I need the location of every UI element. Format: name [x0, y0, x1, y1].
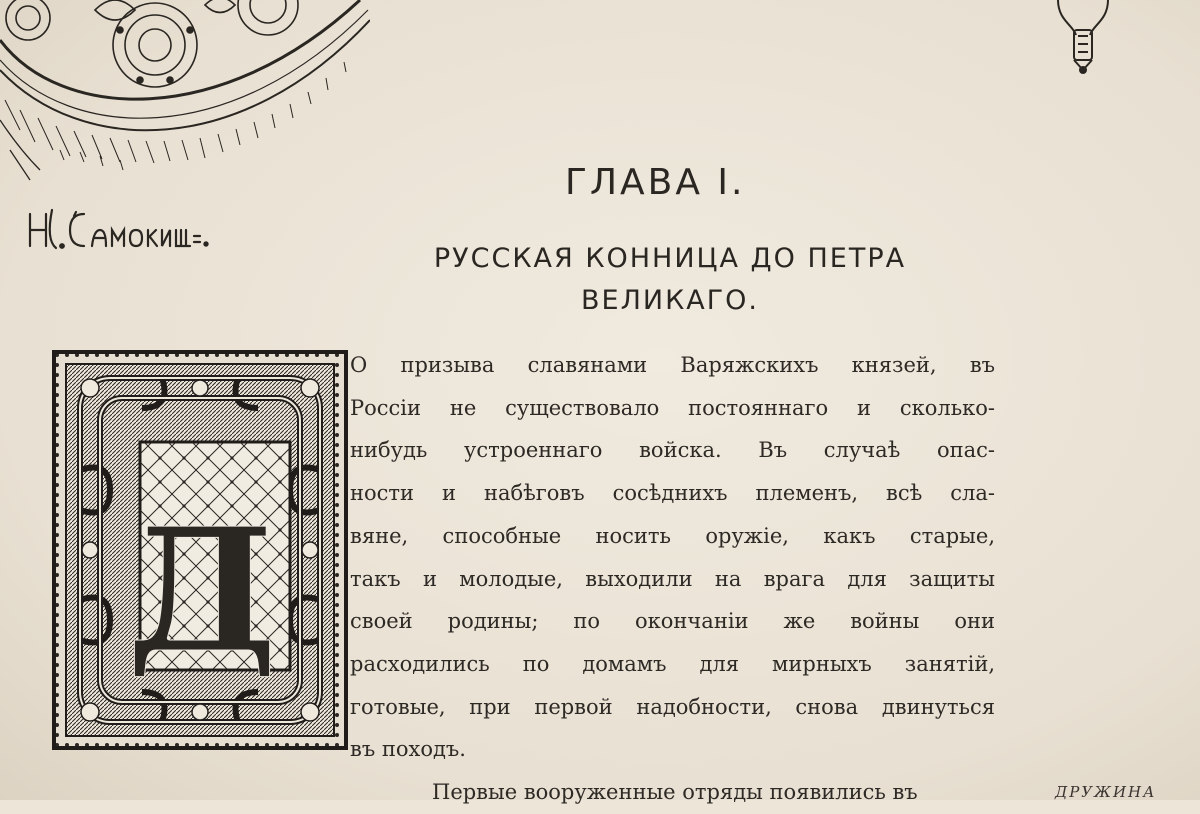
chapter-title: ГЛАВА I.: [565, 162, 746, 203]
body-line: вяне, способные носить оружіе, какъ старые,: [350, 523, 995, 548]
body-line: ности и набѣговъ сосѣднихъ племенъ, всѣ сла-: [350, 481, 995, 506]
body-line: своей родины; по окончаніи же войны они: [350, 609, 995, 634]
body-line: расходились по домамъ для мирныхъ занятій,: [350, 651, 995, 676]
subtitle-line-2: ВЕЛИКАГО.: [580, 285, 760, 316]
body-line: готовые, при первой надобности, снова двинуться: [350, 694, 995, 719]
shield-illustration: [0, 0, 370, 185]
chapter-subtitle: [380, 238, 960, 322]
artist-signature: [22, 200, 212, 260]
subtitle-line-1: РУССКАЯ КОННИЦА ДО ПЕТРА: [433, 243, 907, 274]
margin-note: ДРУЖИНА: [1055, 783, 1157, 801]
body-line: нибудь устроеннаго войска. Въ случаѣ опас-: [350, 438, 995, 463]
body-line: въ походъ.: [350, 737, 466, 762]
hilt-illustration: [1048, 0, 1118, 75]
body-line: О призыва славянами Варяжскихъ князей, въ: [350, 353, 995, 377]
body-line: такъ и молодые, выходили на врага для защиты: [350, 566, 995, 591]
body-line: Россіи не существовало постояннаго и сколько-: [350, 395, 995, 420]
body-text: [350, 344, 995, 814]
body-line: Первые вооруженные отряды появились въ: [432, 780, 918, 805]
initial-letter: Д: [126, 491, 278, 691]
decorated-initial: [52, 350, 348, 750]
